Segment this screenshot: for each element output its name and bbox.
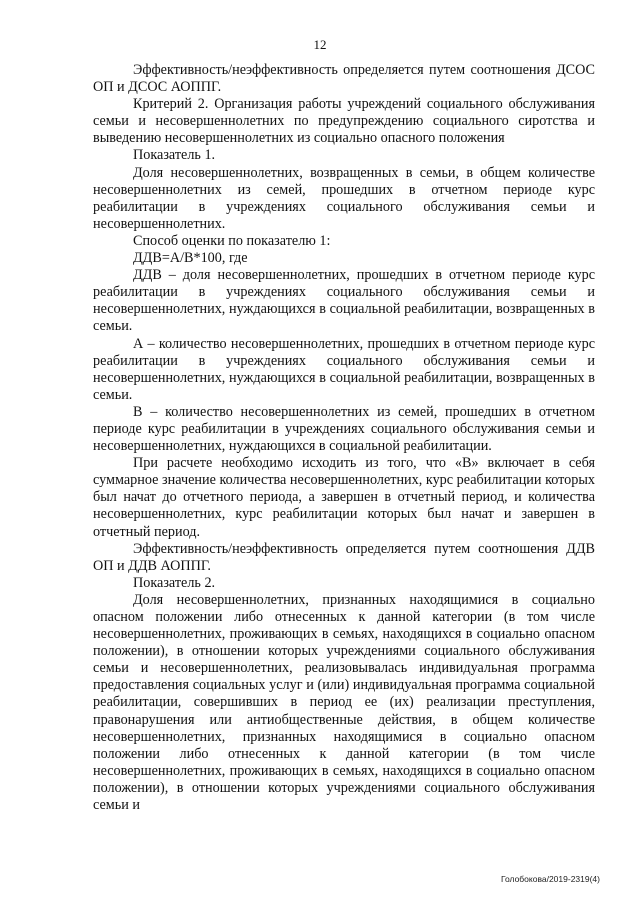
- document-body: [93, 62, 595, 814]
- paragraph-indicator-1-description: Доля несовершеннолетних, возвращенных в семьи, в общем количестве несовершеннолетних из семей, прошедших в отчетном периоде курс реабилитации в учреждениях социального обслуживания семьи и несовершеннолетних.: [93, 164, 595, 232]
- paragraph-indicator-1-heading: Показатель 1.: [133, 147, 216, 164]
- paragraph-b-definition: В – количество несовершеннолетних из семей, прошедших в отчетном периоде курс реабилитации в учреждениях социального обслуживания семьи и несовершеннолетних, нуждающихся в социальной реабилитации.: [93, 403, 595, 455]
- paragraph-evaluation-method: Способ оценки по показателю 1:: [133, 232, 331, 249]
- paragraph-a-definition: А – количество несовершеннолетних, прошедших в отчетном периоде курс реабилитации в учреждениях социального обслуживания семьи и несовершеннолетних, нуждающихся в социальной реабилитации, возвращенных в семьи.: [93, 335, 595, 403]
- paragraph-ddv-definition: ДДВ – доля несовершеннолетних, прошедших в отчетном периоде курс реабилитации в учреждениях социального обслуживания семьи и несовершеннолетних, нуждающихся в социальной реабилитации, возвращенных в семьи.: [93, 267, 595, 335]
- paragraph-indicator-2-description: Доля несовершеннолетних, признанных находящимися в социально опасном положении либо отнесенных к данной категории (в том числе несовершеннолетних, проживающих в семьях, находящихся в социально опасном положении), в отношении которых учреждениями социального обслуживания семьи и несовершеннолетних, реализовывалась индивидуальная программа предоставления социальных услуг и (или) индивидуальная программа социальной реабилитации, совершивших в период ее (их) реализации преступления, правонарушения или антиобщественные действия, в общем количестве несовершеннолетних, признанных находящимися в социально опасном положении либо отнесенных к данной категории (в том числе несовершеннолетних, проживающих в семьях, находящихся в социально опасном положении), в отношении которых учреждениями социального обслуживания семьи и: [93, 591, 595, 814]
- paragraph-effectiveness-ddv: Эффективность/неэффективность определяется путем соотношения ДДВ ОП и ДДВ АОППГ.: [93, 540, 595, 574]
- paragraph-effectiveness-dsos: Эффективность/неэффективность определяется путем соотношения ДСОС ОП и ДСОС АОППГ.: [93, 62, 595, 96]
- paragraph-indicator-2-heading: Показатель 2.: [133, 574, 216, 591]
- paragraph-criterion-2: Критерий 2. Организация работы учреждений социального обслуживания семьи и несовершеннолетних по предупреждению социального сиротства и выведению несовершеннолетних из социально опасного положения: [93, 96, 595, 147]
- page-number: 12: [313, 37, 327, 52]
- paragraph-calculation-note: При расчете необходимо исходить из того, что «В» включает в себя суммарное значение количества несовершеннолетних, курс реабилитации которых был начат до отчетного периода, а завершен в отчетный период, и количества несовершеннолетних, курс реабилитации которых был начат и завершен в отчетный период.: [93, 455, 595, 540]
- paragraph-formula: ДДВ=А/В*100, где: [133, 250, 248, 267]
- footer-document-code: Голобокова/2019-2319(4): [500, 874, 600, 884]
